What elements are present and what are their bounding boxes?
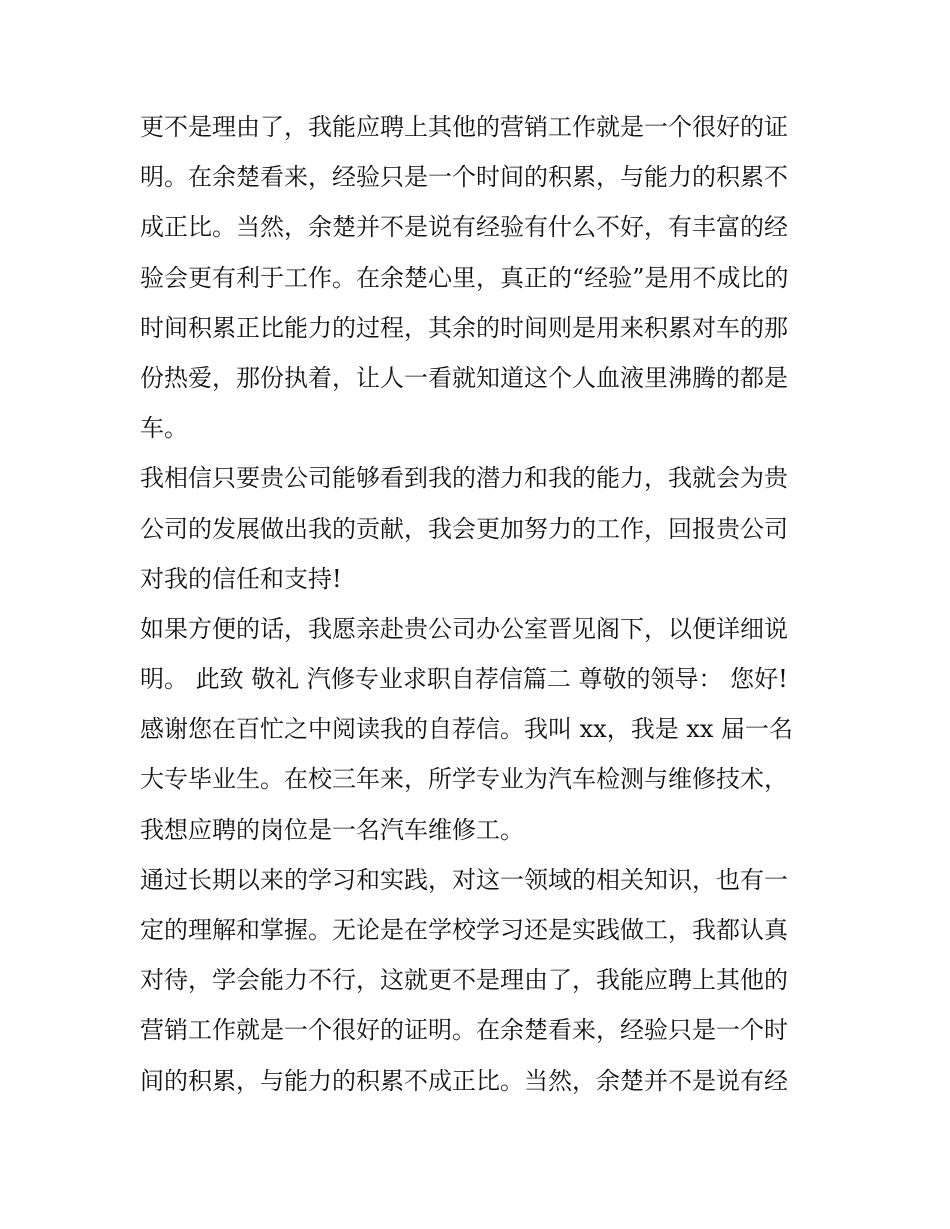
text-line: 更不是理由了，我能应聘上其他的营销工作就是一个很好的证 <box>140 113 788 141</box>
text-line: 定的理解和掌握。无论是在学校学习还是实践做工，我都认真 <box>140 916 788 944</box>
text-line: 如果方便的话，我愿亲赴贵公司办公室晋见阁下，以便详细说 <box>140 614 788 643</box>
body-text <box>140 102 820 1106</box>
text-line: 车。 <box>140 414 188 443</box>
text-line: 对我的信任和支持! <box>140 564 342 593</box>
text-line: 明。在余楚看来，经验只是一个时间的积累，与能力的积累不 <box>140 163 788 192</box>
text-line: 大专毕业生。在校三年来，所学专业为汽车检测与维修技术， <box>140 765 788 794</box>
text-line: 验会更有利于工作。在余楚心里，真正的“经验”是用不成比的 <box>140 263 789 292</box>
text-line: 对待，学会能力不行，这就更不是理由了，我能应聘上其他的 <box>140 966 788 995</box>
text-line: 份热爱，那份执着，让人一看就知道这个人血液里沸腾的都是 <box>140 363 788 392</box>
text-line: 成正比。当然，余楚并不是说有经验有什么不好，有丰富的经 <box>140 213 788 242</box>
text-line: 我想应聘的岗位是一名汽车维修工。 <box>140 815 524 844</box>
text-line: 感谢您在百忙之中阅读我的自荐信。我叫 xx，我是 xx 届一名 <box>140 715 794 744</box>
text-line: 通过长期以来的学习和实践，对这一领域的相关知识，也有一 <box>140 865 788 894</box>
text-line: 明。 此致 敬礼 汽修专业求职自荐信篇二 尊敬的领导： 您好! <box>140 665 788 694</box>
text-line: 时间积累正比能力的过程，其余的时间则是用来积累对车的那 <box>140 313 788 342</box>
text-line: 公司的发展做出我的贡献，我会更加努力的工作，回报贵公司 <box>140 514 788 543</box>
text-line: 我相信只要贵公司能够看到我的潜力和我的能力，我就会为贵 <box>140 464 788 493</box>
text-line: 营销工作就是一个很好的证明。在余楚看来，经验只是一个时 <box>140 1016 788 1045</box>
text-line: 间的积累，与能力的积累不成正比。当然，余楚并不是说有经 <box>140 1066 788 1095</box>
